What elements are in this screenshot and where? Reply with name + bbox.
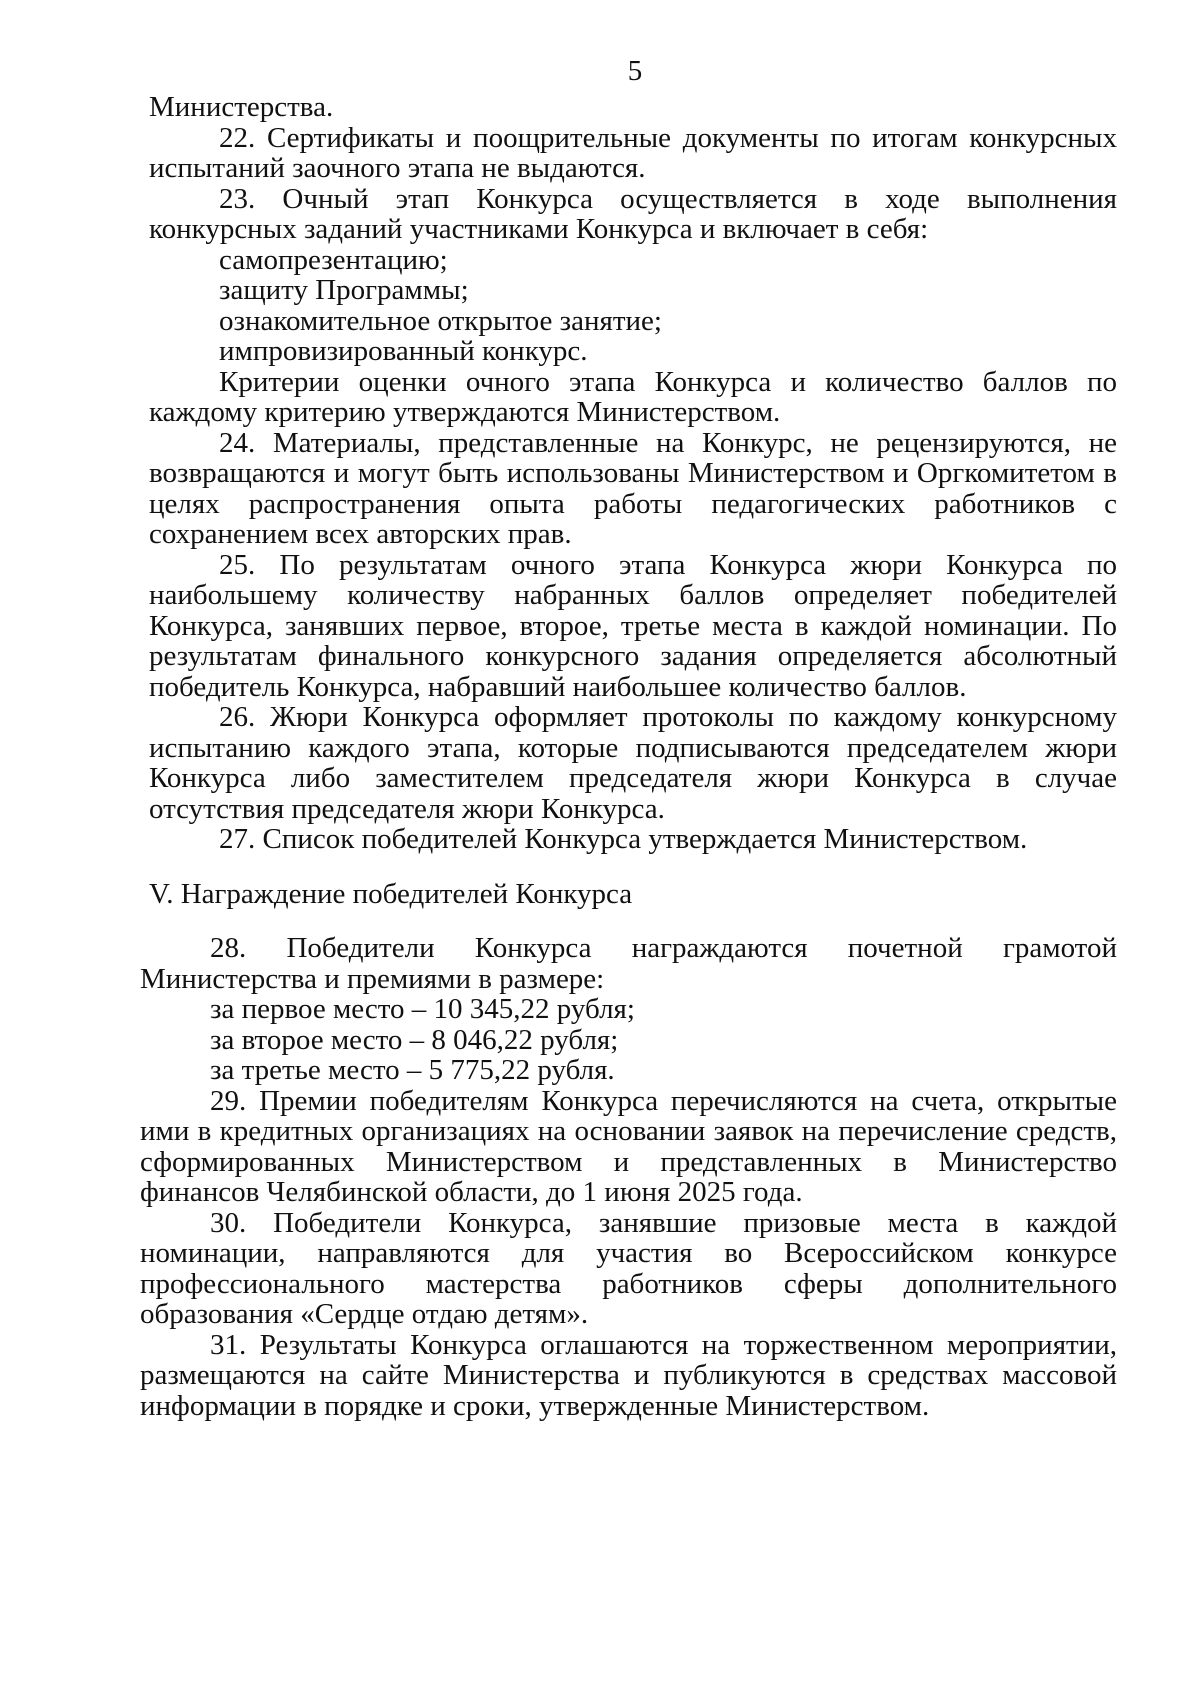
paragraph-23-criteria: Критерии оценки очного этапа Конкурса и количество баллов по каждому критерию утверждаются Министерством. [149, 365, 1117, 428]
document-body [140, 91, 1117, 1422]
list-item-program-defense: защиту Программы; [219, 274, 469, 306]
list-item-self-presentation: самопрезентацию; [219, 243, 448, 276]
paragraph-30: 30. Победители Конкурса, занявшие призовые места в каждой номинации, направляются для участия во Всероссийском конкурсе профессионального мастерства работников сферы дополнительного образования «Сердце отдаю детям». [140, 1206, 1117, 1330]
list-item-third-place: за третье место – 5 775,22 рубля. [210, 1054, 615, 1086]
paragraph-25: 25. По результатам очного этапа Конкурса жюри Конкурса по наибольшему количеству набранных баллов определяет победителей Конкурса, занявших первое, второе, третье места в каждой номинации. По результатам финального конкурсного задания определяется абсолютный победитель Конкурса, набравший наибольшее количество баллов. [149, 548, 1117, 703]
paragraph-24: 24. Материалы, представленные на Конкурс, не рецензируются, не возвращаются и могут быть использованы Министерством и Оргкомитетом в целях распространения опыта работы педагогических работников с сохранением всех авторских прав. [149, 426, 1117, 550]
section-v-body [140, 933, 1117, 1421]
paragraph-22: 22. Сертификаты и поощрительные документы по итогам конкурсных испытаний заочного этапа не выдаются. [149, 121, 1117, 184]
list-item-second-place: за второе место – 8 046,22 рубля; [210, 1023, 619, 1056]
paragraph-26: 26. Жюри Конкурса оформляет протоколы по каждому конкурсному испытанию каждого этапа, которые подписываются председателем жюри Конкурса либо заместителем председателя жюри Конкурса в случае отсутствия председателя жюри Конкурса. [149, 701, 1117, 825]
section-heading-v: V. Награждение победителей Конкурса [149, 877, 633, 910]
list-item-first-place: за первое место – 10 345,22 рубля; [210, 993, 635, 1025]
list-item-open-lesson: ознакомительное открытое занятие; [219, 304, 662, 337]
paragraph-28: 28. Победители Конкурса награждаются почетной грамотой Министерства и премиями в размере: [140, 932, 1117, 995]
paragraph-27: 27. Список победителей Конкурса утверждается Министерством. [219, 823, 1028, 855]
paragraph-29: 29. Премии победителям Конкурса перечисляются на счета, открытые ими в кредитных организациях на основании заявок на перечисление средств, сформированных Министерством и представленных в Министерство финансов Челябинской области, до 1 июня 2025 года. [140, 1084, 1117, 1208]
paragraph-23: 23. Очный этап Конкурса осуществляется в ходе выполнения конкурсных заданий участниками Конкурса и включает в себя: [149, 182, 1117, 245]
list-item-improvised-contest: импровизированный конкурс. [219, 335, 588, 367]
page-number: 5 [627, 55, 643, 87]
paragraph-31: 31. Результаты Конкурса оглашаются на торжественном мероприятии, размещаются на сайте Министерства и публикуются в средствах массовой информации в порядке и сроки, утвержденные Министерством. [140, 1328, 1117, 1422]
paragraph-continuation: Министерства. [149, 91, 334, 123]
